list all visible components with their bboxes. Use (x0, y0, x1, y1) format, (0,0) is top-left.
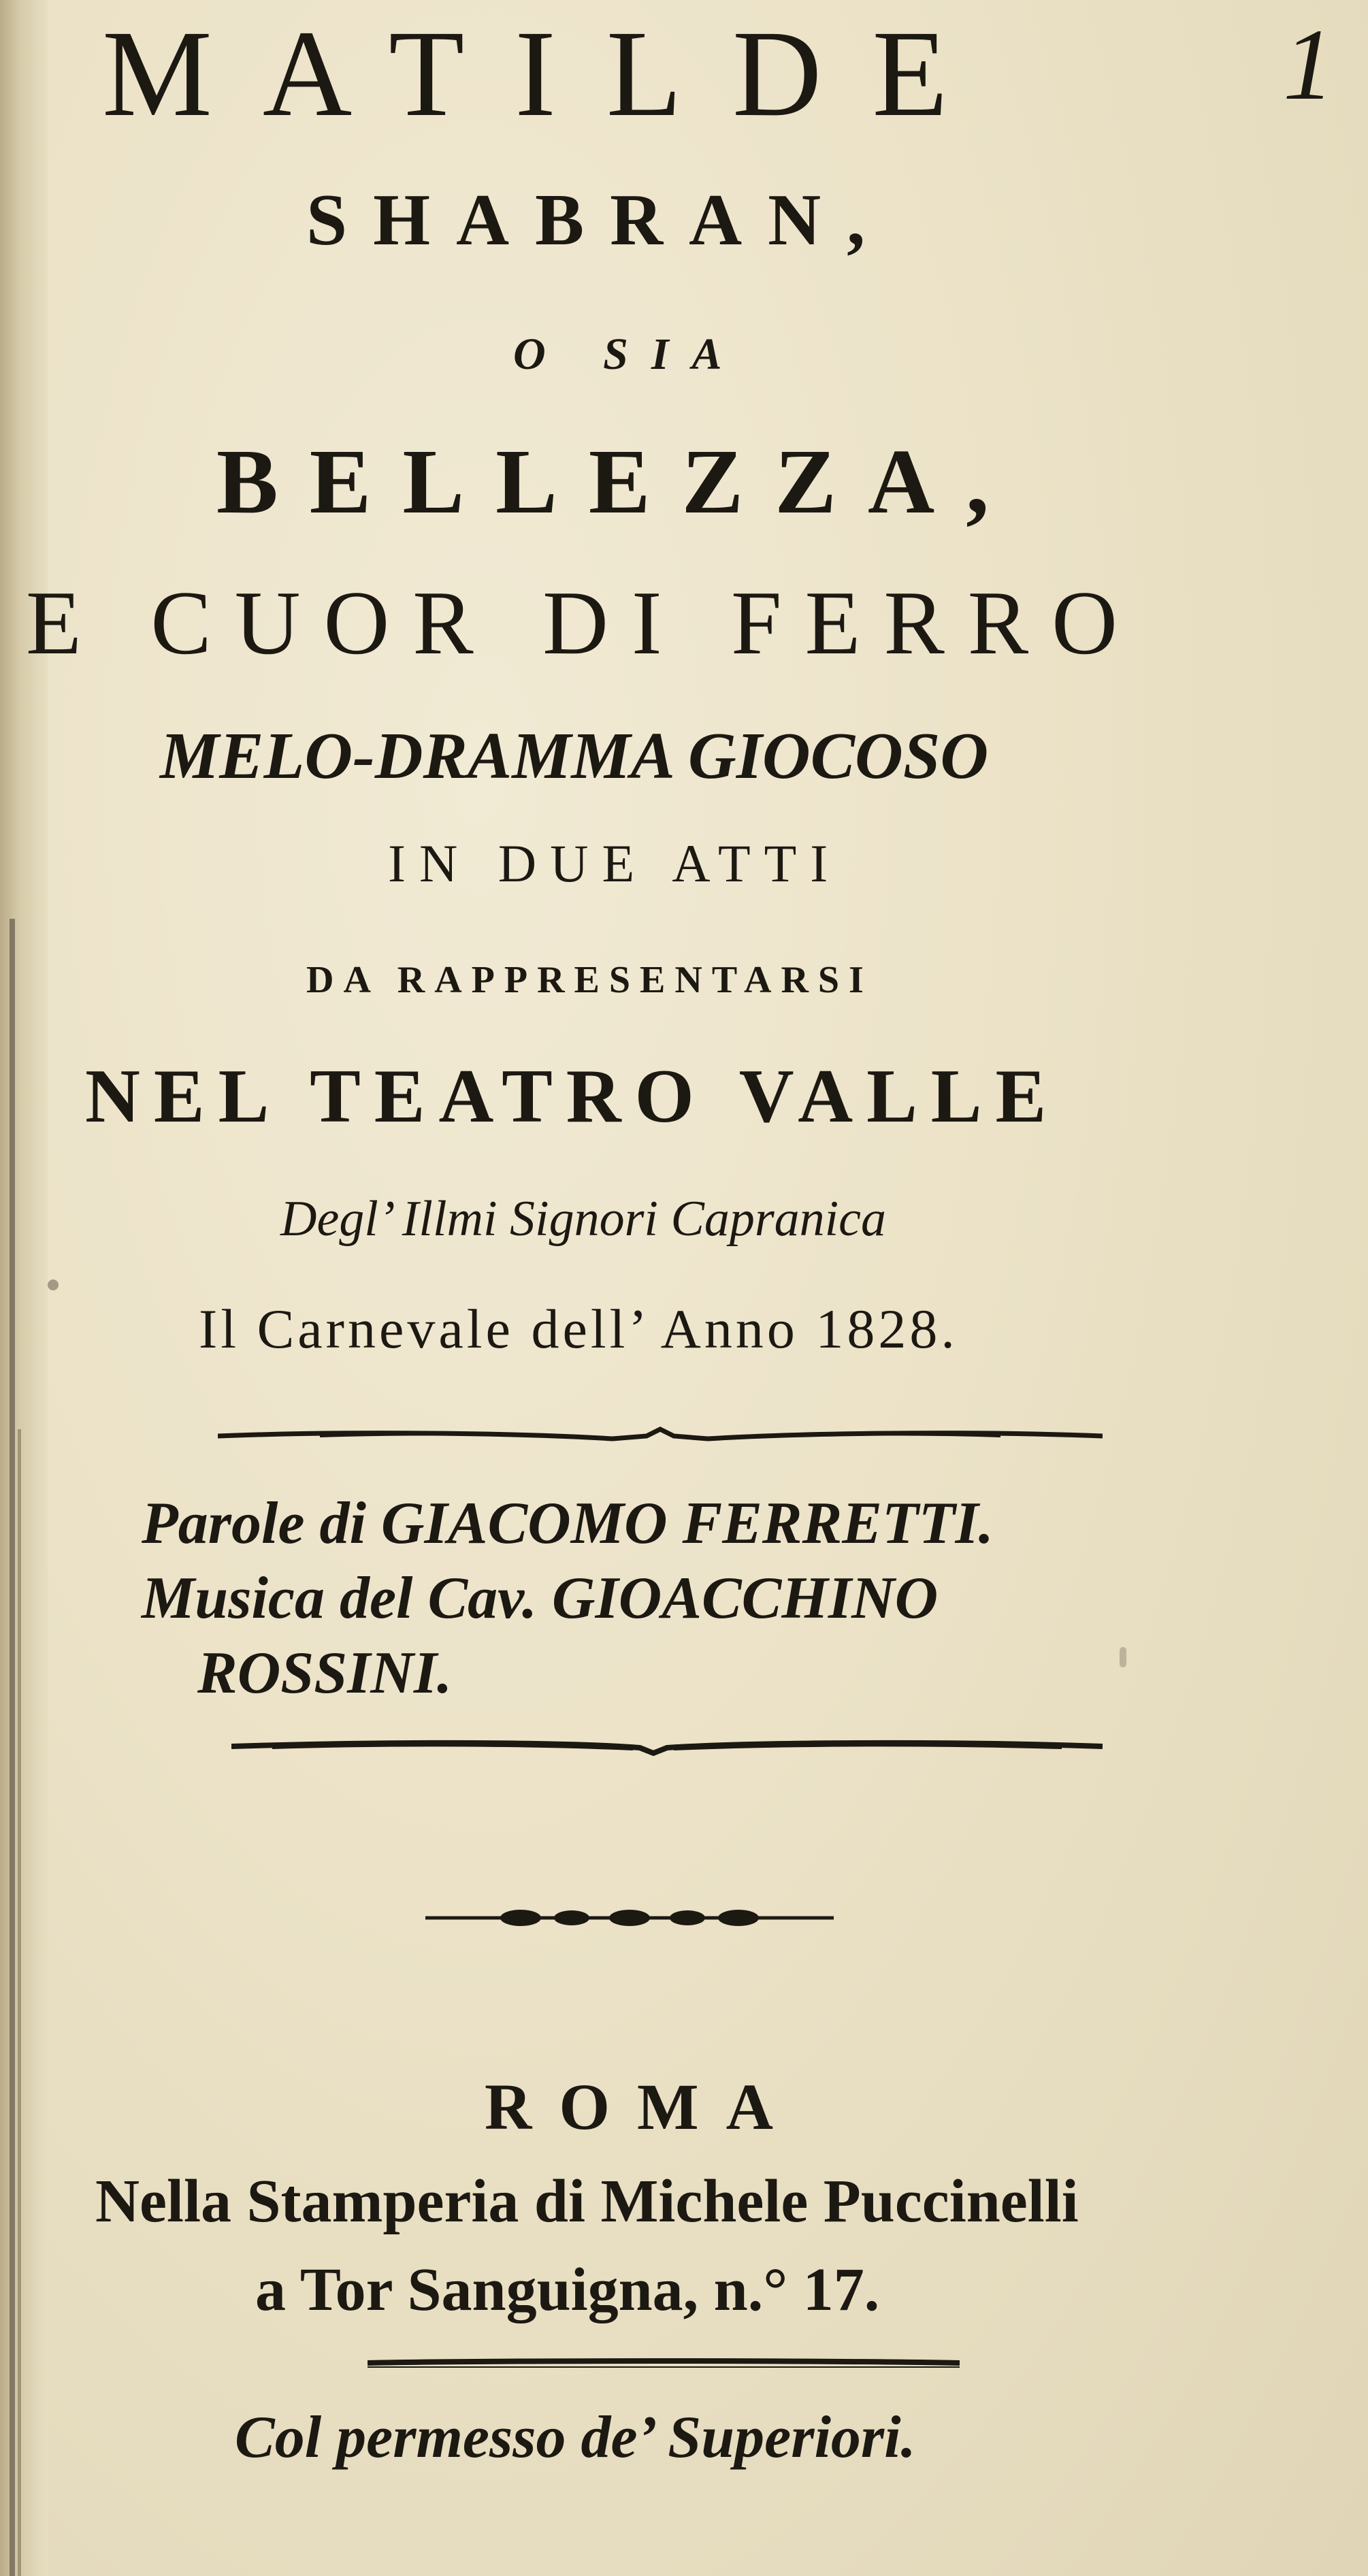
theatre-owners: Degl’ Illmi Signori Capranica (280, 1191, 887, 1247)
genre-line: MELO-DRAMMA GIOCOSO (160, 719, 989, 793)
season-line: Il Carnevale dell’ Anno 1828. (199, 1298, 958, 1360)
credits-librettist: Parole di GIACOMO FERRETTI. (142, 1490, 994, 1556)
decorative-flourish (425, 1904, 834, 1931)
permission-line: Col permesso de’ Superiori. (235, 2404, 916, 2471)
book-spine-edge (0, 0, 48, 2576)
credits-composer: Musica del Cav. GIOACCHINO (142, 1565, 939, 1631)
foxing-spot (1120, 1647, 1126, 1667)
ornamental-rule-top (218, 1424, 1103, 1448)
credits-composer-surname: ROSSINI. (197, 1640, 453, 1706)
ornamental-rule-middle (231, 1734, 1103, 1759)
acts-line: IN DUE ATTI (388, 834, 842, 893)
title-surname: SHABRAN, (306, 180, 892, 261)
title-connector: O SIA (513, 329, 745, 379)
imprint-printer: Nella Stamperia di Michele Puccinelli (95, 2168, 1079, 2235)
foxing-spot (48, 1279, 59, 1290)
alternate-title-line-1: BELLEZZA, (216, 431, 1021, 533)
theatre-name: NEL TEATRO VALLE (85, 1054, 1060, 1139)
imprint-city: ROMA (485, 2070, 800, 2143)
alternate-title-line-2: E CUOR DI FERRO (26, 572, 1141, 673)
main-title: MATILDE (102, 5, 998, 142)
performance-intro: DA RAPPRESENTARSI (306, 959, 873, 1001)
handwritten-page-number: 1 (1283, 8, 1334, 121)
binding-edge-line-inner (18, 1429, 21, 2576)
imprint-rule (368, 2356, 960, 2370)
imprint-address: a Tor Sanguigna, n.° 17. (255, 2256, 880, 2324)
binding-edge-line (10, 919, 15, 2576)
